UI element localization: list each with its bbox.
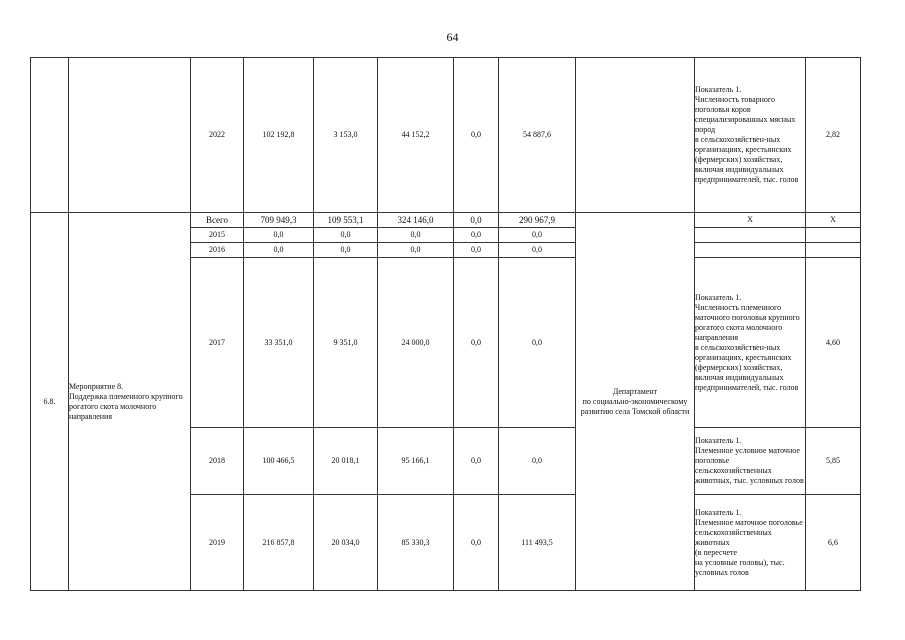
extra-cell: 111 493,5	[499, 495, 576, 591]
local-cell: 0,0	[454, 58, 499, 213]
cell-empty-title	[69, 58, 191, 213]
x-marker-cell: X	[806, 213, 861, 228]
local-cell: 0,0	[454, 428, 499, 495]
cell-empty-indicator-value	[806, 228, 861, 243]
department-text: Департамент по социально-экономическому развитию села Томской области	[580, 386, 690, 416]
indicator-cell	[695, 258, 806, 428]
year-cell: 2016	[191, 243, 244, 258]
local-cell: 0,0	[454, 213, 499, 228]
indicator-value-cell: 6,6	[806, 495, 861, 591]
measure-title-text: Мероприятие 8. Поддержка племенного крупного рогатого скота молочного направления	[69, 381, 183, 421]
regional-cell: 85 330,3	[378, 495, 454, 591]
extra-cell: 0,0	[499, 243, 576, 258]
year-cell: 2022	[191, 58, 244, 213]
federal-cell: 0,0	[314, 243, 378, 258]
table-row-total	[31, 213, 861, 228]
regional-cell: 95 166,1	[378, 428, 454, 495]
extra-cell: 0,0	[499, 228, 576, 243]
page-number: 64	[446, 30, 459, 44]
indicator-value-cell: 2,82	[806, 58, 861, 213]
total-cell: 0,0	[244, 243, 314, 258]
cell-empty-dept	[576, 58, 695, 213]
indicator-value-cell: 5,85	[806, 428, 861, 495]
local-cell: 0,0	[454, 243, 499, 258]
federal-cell: 3 153,0	[314, 58, 378, 213]
cell-empty-indicator	[695, 243, 806, 258]
department-cell	[576, 213, 695, 591]
regional-cell: 324 146,0	[378, 213, 454, 228]
regional-cell: 44 152,2	[378, 58, 454, 213]
indicator-cell	[695, 428, 806, 495]
indicator-text: Показатель 1. Численность товарного поголовья коров специализированных мясных пород в сельскохозяйствен-ных организациях, крестьянских (фермерских) хозяйствах, включая индивидуальных предпринимателей, тыс. голов	[695, 85, 799, 184]
total-cell: 100 466,5	[244, 428, 314, 495]
year-cell: 2018	[191, 428, 244, 495]
year-cell: 2019	[191, 495, 244, 591]
indicator-cell	[695, 495, 806, 591]
measure-title	[69, 213, 191, 591]
measure-number: 6.8.	[31, 213, 69, 591]
federal-cell: 0,0	[314, 228, 378, 243]
x-marker-cell: X	[695, 213, 806, 228]
table-row-2022	[31, 58, 861, 213]
cell-empty-indicator-value	[806, 243, 861, 258]
federal-cell: 20 018,1	[314, 428, 378, 495]
total-cell: 216 857,8	[244, 495, 314, 591]
year-cell: Всего	[191, 213, 244, 228]
cell-empty-indicator	[695, 228, 806, 243]
indicator-text: Показатель 1. Численность племенного маточного поголовья крупного рогатого скота молочного направления в сельскохозяйствен-ных организациях, крестьянских (фермерских) хозяйствах, включая индивидуальных предпринимателей, тыс. голов	[695, 292, 800, 392]
federal-cell: 9 351,0	[314, 258, 378, 428]
year-cell: 2015	[191, 228, 244, 243]
indicator-text: Показатель 1. Племенное условное маточное поголовье сельскохозяйственных животных, тыс. условных голов	[695, 436, 804, 485]
regional-cell: 24 000,0	[378, 258, 454, 428]
local-cell: 0,0	[454, 258, 499, 428]
year-cell: 2017	[191, 258, 244, 428]
indicator-text: Показатель 1. Племенное маточное поголовье сельскохозяйственных животных (в пересчете на условные головы), тыс. условных голов	[695, 507, 803, 577]
federal-cell: 20 034,0	[314, 495, 378, 591]
program-table	[30, 57, 861, 591]
indicator-cell	[695, 58, 806, 213]
total-cell: 33 351,0	[244, 258, 314, 428]
regional-cell: 0,0	[378, 243, 454, 258]
extra-cell: 0,0	[499, 428, 576, 495]
extra-cell: 290 967,9	[499, 213, 576, 228]
extra-cell: 0,0	[499, 258, 576, 428]
total-cell: 709 949,3	[244, 213, 314, 228]
federal-cell: 109 553,1	[314, 213, 378, 228]
total-cell: 102 192,8	[244, 58, 314, 213]
extra-cell: 54 887,6	[499, 58, 576, 213]
total-cell: 0,0	[244, 228, 314, 243]
local-cell: 0,0	[454, 228, 499, 243]
cell-empty-number	[31, 58, 69, 213]
indicator-value-cell: 4,60	[806, 258, 861, 428]
local-cell: 0,0	[454, 495, 499, 591]
regional-cell: 0,0	[378, 228, 454, 243]
